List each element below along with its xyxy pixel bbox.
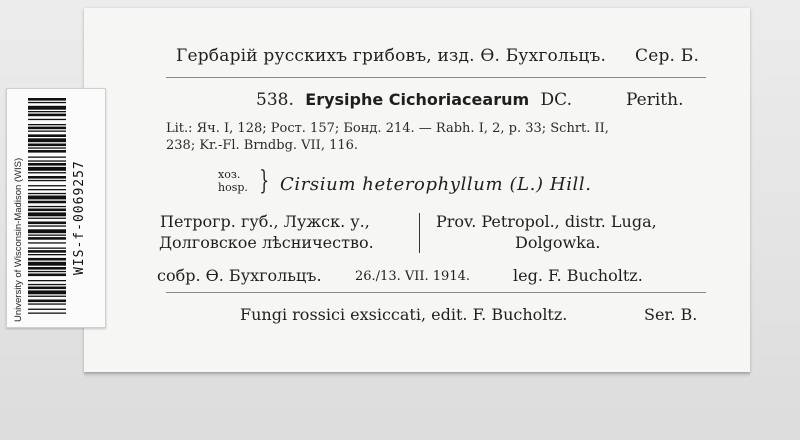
barcode-bar	[28, 160, 66, 161]
species-number: 538.	[256, 90, 294, 110]
locality-ru-line-1: Петрогр. губ., Лужск. у.,	[160, 212, 370, 231]
barcode-bar	[28, 300, 66, 303]
barcode-bar	[28, 242, 66, 243]
label-header	[176, 46, 700, 66]
barcode-bar	[28, 209, 66, 212]
label-shadow	[84, 372, 750, 378]
barcode-icon	[28, 98, 66, 316]
host-brace: }	[259, 166, 270, 196]
sticker-institution: University of Wisconsin-Madison (WIS)	[13, 157, 24, 322]
locality-ru-line-2: Долговское лѣсничество.	[159, 233, 374, 252]
barcode-bar	[28, 150, 66, 153]
barcode-bar	[28, 102, 66, 103]
species-author: DC.	[540, 90, 572, 110]
barcode-bar	[28, 167, 66, 171]
host-name: Cirsium heterophyllum (L.) Hill.	[280, 174, 592, 195]
host-label-ru: хоз.	[218, 168, 241, 181]
barcode-bar	[28, 124, 66, 125]
barcode-bar	[28, 157, 66, 158]
barcode-bar	[28, 180, 66, 181]
locality-la-line-2: Dolgowka.	[515, 233, 601, 252]
barcode-bar	[28, 134, 66, 137]
barcode-bar	[28, 313, 66, 314]
barcode-bar	[28, 106, 66, 110]
locality-divider	[419, 213, 420, 253]
barcode-bar	[28, 309, 66, 310]
barcode-bar	[28, 218, 66, 219]
barcode-bar	[28, 229, 66, 233]
locality-la-line-1: Prov. Petropol., distr. Luga,	[436, 212, 657, 231]
barcode-bar	[28, 235, 66, 236]
header-series: Сер. Б.	[635, 46, 700, 66]
collector-la: leg. F. Bucholtz.	[513, 266, 643, 285]
sticker-catalog-number: WIS-f-0069257	[72, 160, 87, 275]
barcode-bar	[28, 201, 66, 204]
barcode-bar	[28, 262, 66, 266]
barcode-bar	[28, 127, 66, 130]
barcode-bar	[28, 274, 66, 277]
barcode-bar	[28, 131, 66, 132]
host-label-la: hosp.	[218, 181, 248, 194]
species-name: Erysiphe Cichoriacearum	[305, 90, 530, 109]
barcode-bar	[28, 176, 66, 179]
barcode-bar	[28, 172, 66, 173]
collection-date: 26./13. VII. 1914.	[355, 269, 471, 284]
top-rule	[166, 77, 706, 78]
barcode-bar	[28, 248, 66, 249]
barcode-bar	[28, 222, 66, 225]
barcode-bar	[28, 98, 66, 101]
header-text: Гербарій русскихъ грибовъ, изд. Ѳ. Бухгольцъ.	[176, 46, 607, 66]
barcode-bar	[28, 111, 66, 112]
barcode-bar	[28, 119, 66, 120]
barcode-bar	[28, 163, 66, 166]
barcode-bar	[28, 271, 66, 272]
barcode-bar	[28, 114, 66, 117]
barcode-bar	[28, 225, 66, 226]
barcode-bar	[28, 196, 66, 200]
barcode-bar	[28, 189, 66, 190]
barcode-bar	[28, 147, 66, 148]
barcode-bar	[28, 290, 66, 294]
barcode-bar	[28, 267, 66, 270]
footer-series: Ser. B.	[644, 305, 698, 324]
barcode-bar	[28, 193, 66, 194]
barcode-bar	[28, 250, 66, 253]
host-labels	[218, 168, 248, 194]
barcode-bar	[28, 212, 66, 216]
literature-line-1: Lit.: Яч. I, 128; Рост. 157; Бонд. 214. — Rabh. I, 2, p. 33; Schrt. II,	[166, 121, 609, 136]
barcode-bar	[28, 280, 66, 281]
barcode-bar	[28, 287, 66, 290]
barcode-bar	[28, 296, 66, 297]
barcode-bar	[28, 206, 66, 207]
barcode-bar	[28, 185, 66, 186]
barcode-bar	[28, 144, 66, 147]
species-stage: Perith.	[626, 90, 684, 110]
barcode-bar	[28, 284, 66, 285]
collector-ru: собр. Ѳ. Бухгольцъ.	[157, 266, 322, 285]
literature-line-2: 238; Kr.-Fl. Brndbg. VII, 116.	[166, 138, 359, 153]
bottom-rule	[166, 292, 706, 293]
barcode-bar	[28, 258, 66, 261]
species-line	[256, 90, 684, 110]
barcode-bar	[28, 237, 66, 240]
footer-text: Fungi rossici exsiccati, edit. F. Bucholtz.	[240, 305, 568, 324]
barcode-bar	[28, 303, 66, 304]
barcode-bar	[28, 138, 66, 142]
barcode-bar	[28, 254, 66, 255]
